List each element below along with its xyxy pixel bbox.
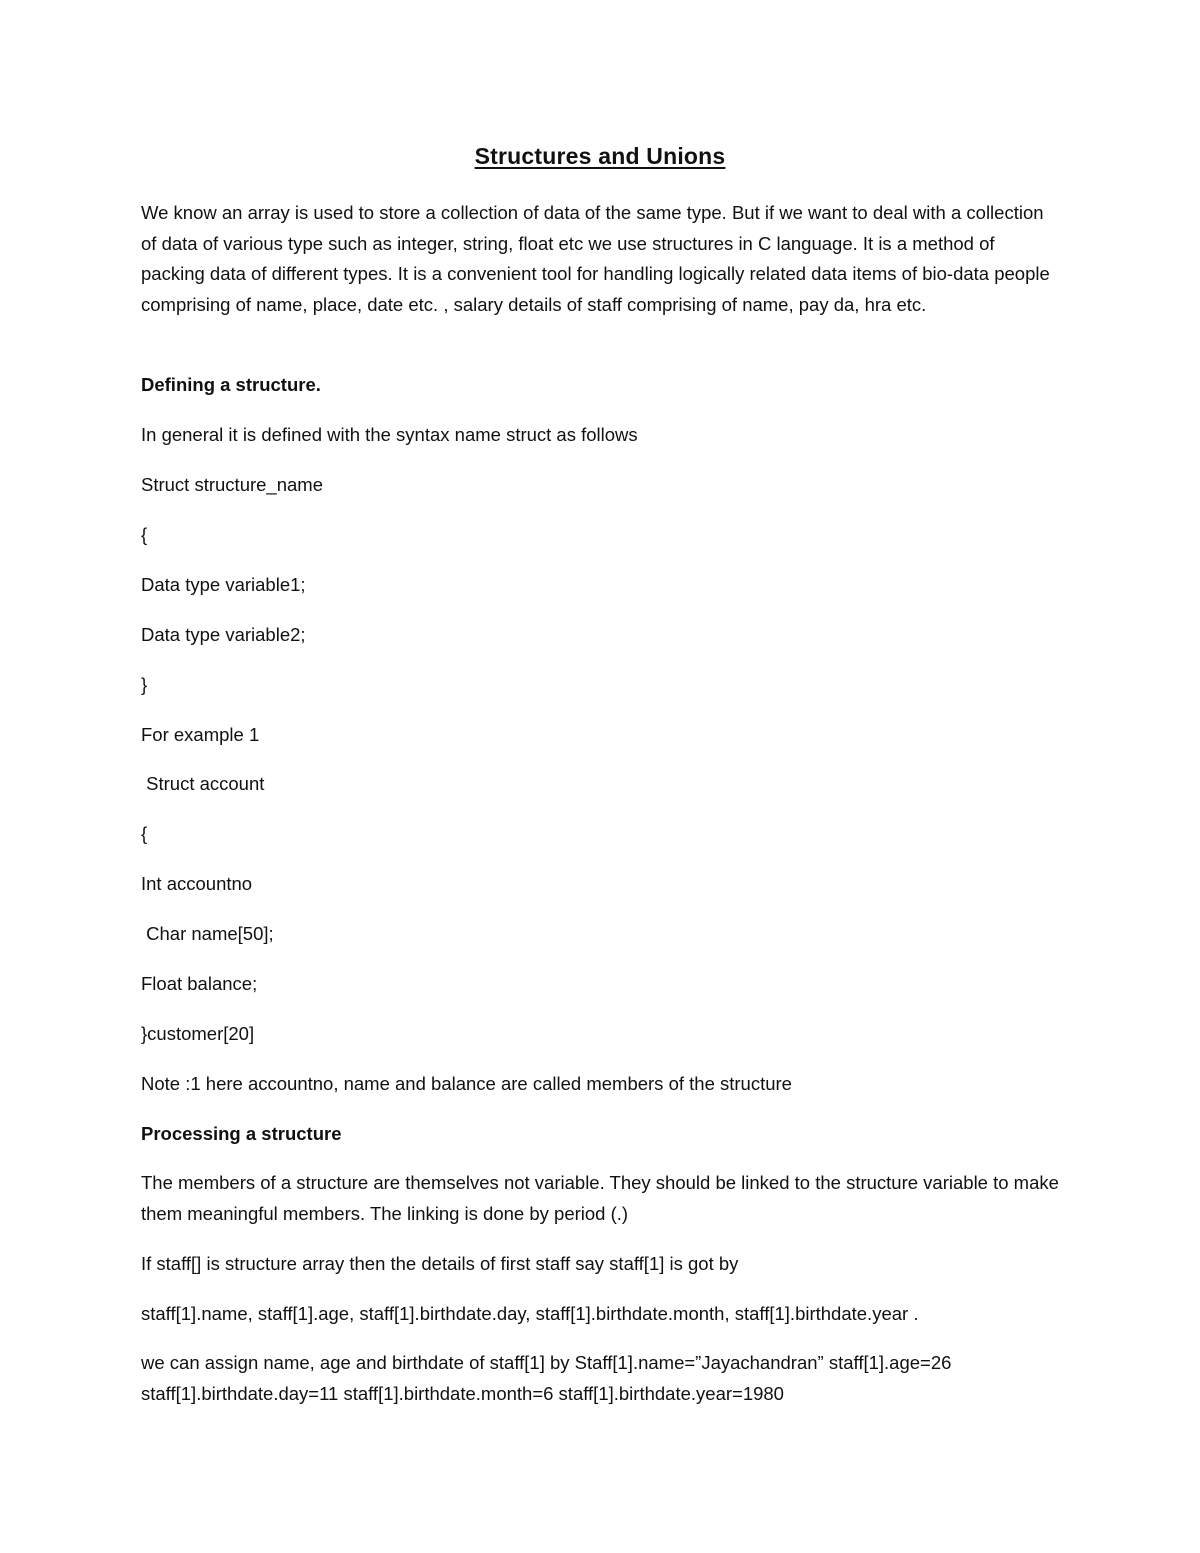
example-line-2: { — [141, 823, 148, 844]
process-paragraph: The members of a structure are themselves not variable. They should be linked to the structure variable to make them meaningful members. The linking is done by period (.) — [141, 1172, 1059, 1224]
syntax-line-1: Struct structure_name — [141, 474, 323, 495]
syntax-line-5: } — [141, 674, 148, 695]
syntax-line-4: Data type variable2; — [141, 624, 306, 645]
page-title: Structures and Unions — [474, 143, 726, 169]
staff-text: If staff[] is structure array then the details of first staff say staff[1] is got by — [141, 1253, 739, 1274]
intro-paragraph: We know an array is used to store a collection of data of the same type. But if we want to deal with a collection of data of various type such as integer, string, float etc we use structures in C language. It is a method of packing data of different types. It is a convenient tool for handling logically related data items of bio-data people comprising of name, place, date etc. , salary details of staff comprising of name, pay da, hra etc. — [141, 202, 1050, 315]
example-line-3: Int accountno — [141, 873, 253, 894]
note-text: Note :1 here accountno, name and balance are called members of the structure — [141, 1073, 792, 1094]
example-line-4: Char name[50]; — [141, 923, 274, 944]
syntax-line-3: Data type variable1; — [141, 574, 306, 595]
example-line-1: Struct account — [141, 773, 265, 794]
define-text: In general it is defined with the syntax name struct as follows — [141, 424, 638, 445]
heading-processing-structure: Processing a structure — [141, 1123, 342, 1144]
example-label: For example 1 — [141, 724, 260, 745]
example-line-5: Float balance; — [141, 973, 258, 994]
syntax-line-2: { — [141, 524, 148, 545]
heading-defining-structure: Defining a structure. — [141, 374, 321, 395]
assign-paragraph: we can assign name, age and birthdate of staff[1] by Staff[1].name=”Jayachandran” staff[1].age=26 staff[1].birthdate.day=11 staff[1].birthdate.month=6 staff[1].birthdate.year=1980 — [141, 1352, 952, 1404]
staff-fields: staff[1].name, staff[1].age, staff[1].birthdate.day, staff[1].birthdate.month, staff[1].birthdate.year . — [141, 1303, 919, 1324]
example-line-6: }customer[20] — [141, 1023, 255, 1044]
